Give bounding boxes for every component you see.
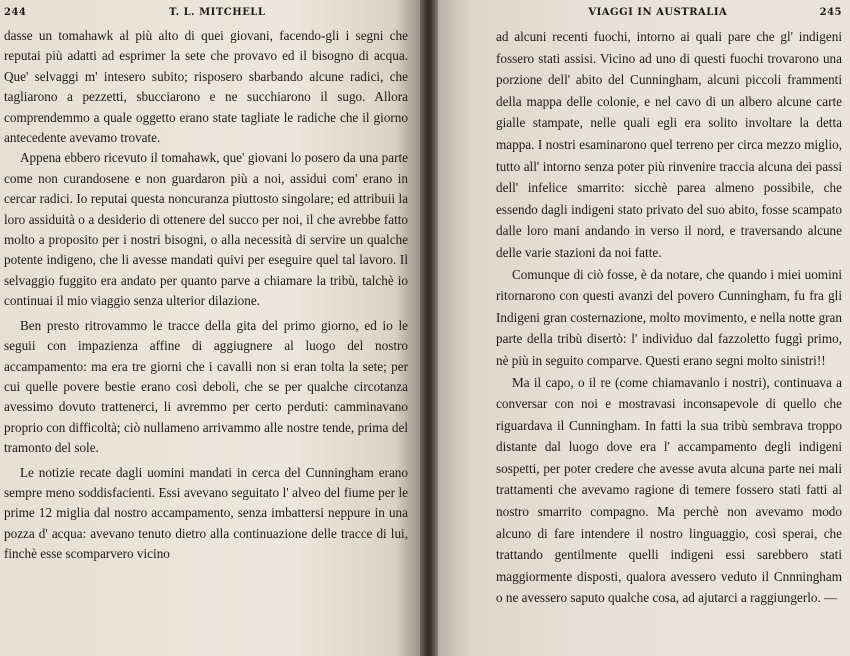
- left-running-title: T. L. MITCHELL: [168, 7, 266, 18]
- right-body-text: [496, 26, 842, 609]
- paragraph: Comunque di ciò fosse, è da notare, che quando i miei uomini ritornarono con questi avanzi del povero Cunningham, fu fra gli Indigeni gran costernazione, molto movimento, e nella notte gran parte della tribù disertò: l' individuo dal fazzoletto fuggì primo, nè più in seguito comparve. Questi erano segni molto sinistri!!: [496, 266, 842, 368]
- left-running-head: [4, 6, 408, 26]
- paragraph: ad alcuni recenti fuochi, intorno ai quali pare che gl' indigeni fossero stati assisi. Vicino ad uno di questi fuochi trovarono una porzione dell' abito del Cunningham, alcuni piccoli frammenti della mappa delle colonie, e nel cavo di un albero alcune carte gialle stampate, nelle quali egli era solito involtare la detta mappa. I nostri esaminarono quel terreno per circa mezzo miglio, tutto all' intorno senza poter più rinvenire traccia alcuna dei passi dell' infelice smarrito: sicchè parea almeno possibile, che essendo dagli indigeni stato privato del suo abito, fosse scampato dalle loro mani andando in verso il nord, e traversando alcune delle varie stazioni da noi fatte.: [496, 29, 842, 260]
- left-page: [0, 0, 420, 656]
- right-running-head: [496, 6, 842, 26]
- book-gutter: [420, 0, 438, 656]
- right-running-title: VIAGGI IN AUSTRALIA: [588, 7, 728, 18]
- paragraph: Le notizie recate dagli uomini mandati in cerca del Cunningham erano sempre meno soddisfacienti. Essi avevano seguitato l' alveo del fiume per le prime 12 miglia dal nostro accampamento, senza imbattersi neppure in una pozza d' acqua: avevano tenuto dietro alla continuazione delle tracce di lui, finchè esse scomparvero vicino: [4, 464, 408, 562]
- paragraph: Ma il capo, o il re (come chiamavanlo i nostri), continuava a conversar con noi e mostravasi inconsapevole di quello che riguardava il Cunningham. In fatti la sua tribù sembrava troppo distante dal luogo dove era l' accampamento degli indigeni sospetti, per poter credere che avesse avuta alcuna parte nei mali trattamenti che avevamo ragione di temere fossero stati fatti al nostro smarrito compagno. Ma perchè non avevamo modo alcuno di fare intendere il nostro linguaggio, così sperai, che trattando gentilmente quelli indigeni essi sarebbero stati maggiormente disposti, qualora avessero veduto il Cnnningham o ne avessero saputo qualche cosa, ad ajutarci a raggiungerlo. —: [496, 374, 842, 606]
- left-page-number: 244: [4, 7, 27, 18]
- left-body-text: [4, 26, 408, 565]
- right-page: [438, 0, 850, 656]
- paragraph: Appena ebbero ricevuto il tomahawk, que' giovani lo posero da una parte come non curandosene e non guardaron più a noi, assidui com' erano in cercar radici. Io reputai questa noncuranza piuttosto singolare; ed attribuii la loro assiduità o a desiderio di ottenere del succo per noi, il che avrebbe fatto molto a proposito per i nostri bisogni, o alla necessità di servire un qualche potente indigeno, che li avesse mandati quivi per eseguire quel tal lavoro. Il selvaggio fuggito era andato per quanto parve a chiamare la tribù, talchè io continuai il mio viaggio senza ulterior dilazione.: [4, 150, 408, 309]
- paragraph: Ben presto ritrovammo le tracce della gita del primo giorno, ed io le seguii con impazienza affine di aggiugnere al luogo del nostro accampamento: ma era tre giorni che i cavalli non si eran tolta la sete; per cui quelle povere bestie erano così deboli, che se per qualche circotanza avessimo dovuto trattenerci, li avremmo per certo perduti: camminavano proprio con difficoltà; ciò nullameno arrivammo alle nostre tende, prima del tramonto del sole.: [4, 317, 408, 456]
- right-page-number: 245: [819, 7, 842, 18]
- paragraph: dasse un tomahawk al più alto di quei giovani, facendo-gli i segni che reputai più adatti ad esprimer la sete che provavo ed il bisogno di acqua. Que' selvaggi m' intesero subito; risposero sbarbando alcune radici, che tagliarono a pezzetti, sbucciarono e ne succhiarono il sugo. Allora comprendemmo a quale oggetto erano state tagliate le radiche che il giorno antecedente avevamo trovate.: [4, 28, 408, 146]
